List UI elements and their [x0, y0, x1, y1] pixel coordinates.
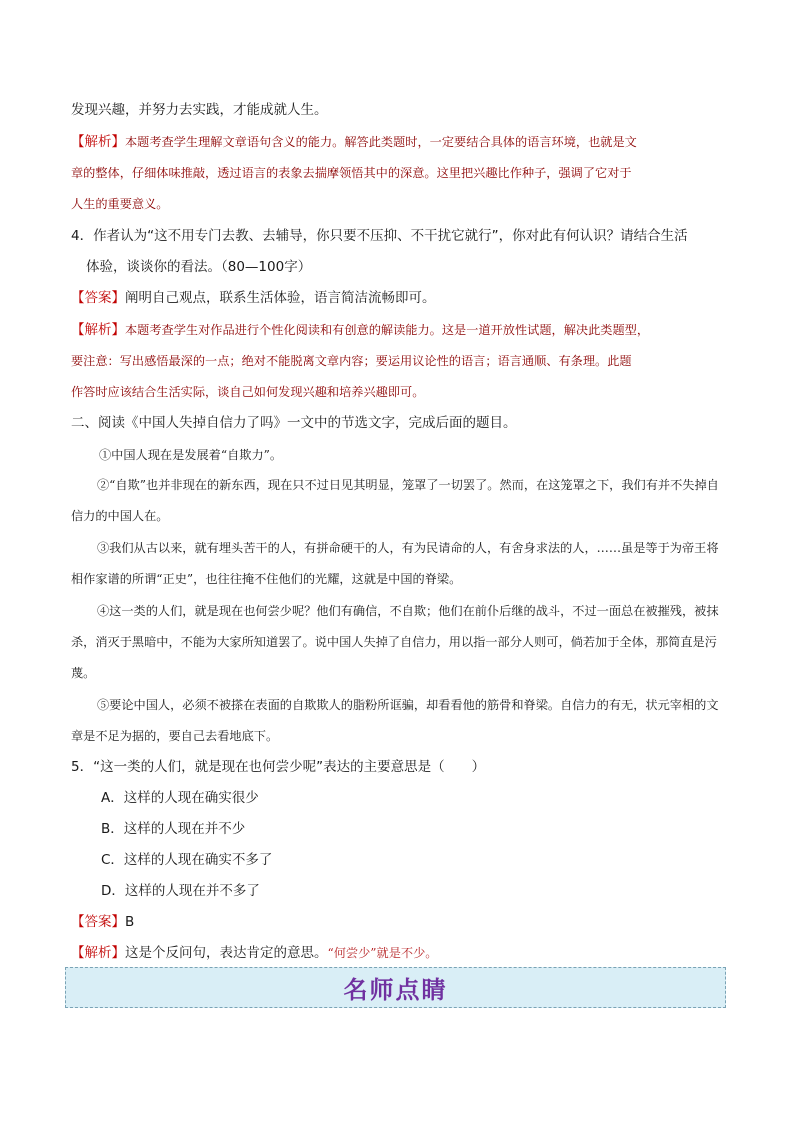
analysis-tag: 【解析】 [71, 322, 125, 338]
passage-paragraph-3: ③我们从古以来，就有埋头苦干的人，有拼命硬干的人，有为民请命的人，有舍身求法的人，……虽是等于为帝王将相作家谱的所谓“正史”，也往往掩不住他们的光耀，这就是中国的脊梁。 [71, 541, 719, 586]
analysis-3-line-1 [71, 133, 637, 151]
passage-paragraph-2: ②“自欺”也并非现在的新东西，现在只不过日见其明显，笼罩了一切罢了。然而，在这笼罩之下，我们有并不失掉自信力的中国人在。 [71, 478, 719, 523]
answer-text: B [125, 914, 135, 930]
section-2-heading: 二、阅读《中国人失掉自信力了吗》一文中的节选文字，完成后面的题目。 [71, 415, 517, 431]
answer-text: 阐明自己观点，联系生活体验，语言简洁流畅即可。 [125, 290, 436, 306]
continuation-text: 发现兴趣，并努力去实践，才能成就人生。 [71, 102, 328, 118]
answer-tag: 【答案】 [71, 290, 125, 306]
question-5: 5．“这一类的人们，就是现在也何尝少呢”表达的主要意思是（ ） [71, 759, 486, 775]
analysis-text: 这是个反问句，表达肯定的意思。 [125, 945, 328, 961]
passage-paragraph-1: ①中国人现在是发展着“自欺力”。 [99, 448, 283, 462]
analysis-4-line-1 [71, 321, 649, 339]
option-c: C．这样的人现在确实不多了 [101, 852, 273, 868]
answer-4 [71, 289, 436, 307]
analysis-3-line-3: 人生的重要意义。 [71, 197, 169, 211]
passage-paragraph-5: ⑤要论中国人，必须不被搽在表面的自欺欺人的脂粉所诓骗，却看看他的筋骨和脊梁。自信力的有无，状元宰相的文章是不足为据的，要自己去看地底下。 [71, 698, 719, 743]
analysis-text: 本题考查学生对作品进行个性化阅读和有创意的解读能力。这是一道开放性试题，解决此类题型， [125, 323, 650, 337]
option-a: A．这样的人现在确实很少 [101, 790, 259, 806]
teacher-tips-banner [65, 967, 726, 1008]
analysis-5 [71, 944, 437, 962]
analysis-3-line-2: 章的整体，仔细体味推敲，透过语言的表象去揣摩领悟其中的深意。这里把兴趣比作种子，强调了它对于 [71, 166, 632, 180]
analysis-4-line-3: 作答时应该结合生活实际，谈自己如何发现兴趣和培养兴趣即可。 [71, 385, 425, 399]
answer-tag: 【答案】 [71, 914, 125, 930]
question-4-line-1: 4．作者认为“这不用专门去教、去辅导，你只要不压抑、不干扰它就行”，你对此有何认识？请结合生活 [71, 228, 688, 244]
answer-5 [71, 913, 134, 931]
banner-title: 名师点睛 [343, 975, 448, 1004]
analysis-tag: 【解析】 [71, 945, 125, 961]
analysis-4-line-2: 要注意：写出感悟最深的一点；绝对不能脱离文章内容；要运用议论性的语言；语言通顺、有条理。此题 [71, 354, 632, 368]
analysis-text-red: “何尝少”就是不少。 [327, 946, 438, 960]
option-d: D．这样的人现在并不多了 [101, 883, 260, 899]
analysis-text: 本题考查学生理解文章语句含义的能力。解答此类题时，一定要结合具体的语言环境，也就是文 [125, 135, 637, 149]
option-b: B．这样的人现在并不少 [101, 821, 246, 837]
passage-paragraph-4: ④这一类的人们，就是现在也何尝少呢？他们有确信，不自欺；他们在前仆后继的战斗，不过一面总在被摧残，被抹杀，消灭于黑暗中，不能为大家所知道罢了。说中国人失掉了自信力，用以指一部分人则可，倘若加于全体，那简直是污蔑。 [71, 604, 719, 680]
analysis-tag: 【解析】 [71, 134, 125, 150]
question-4-line-2: 体验，谈谈你的看法。（80—100字） [86, 259, 312, 275]
